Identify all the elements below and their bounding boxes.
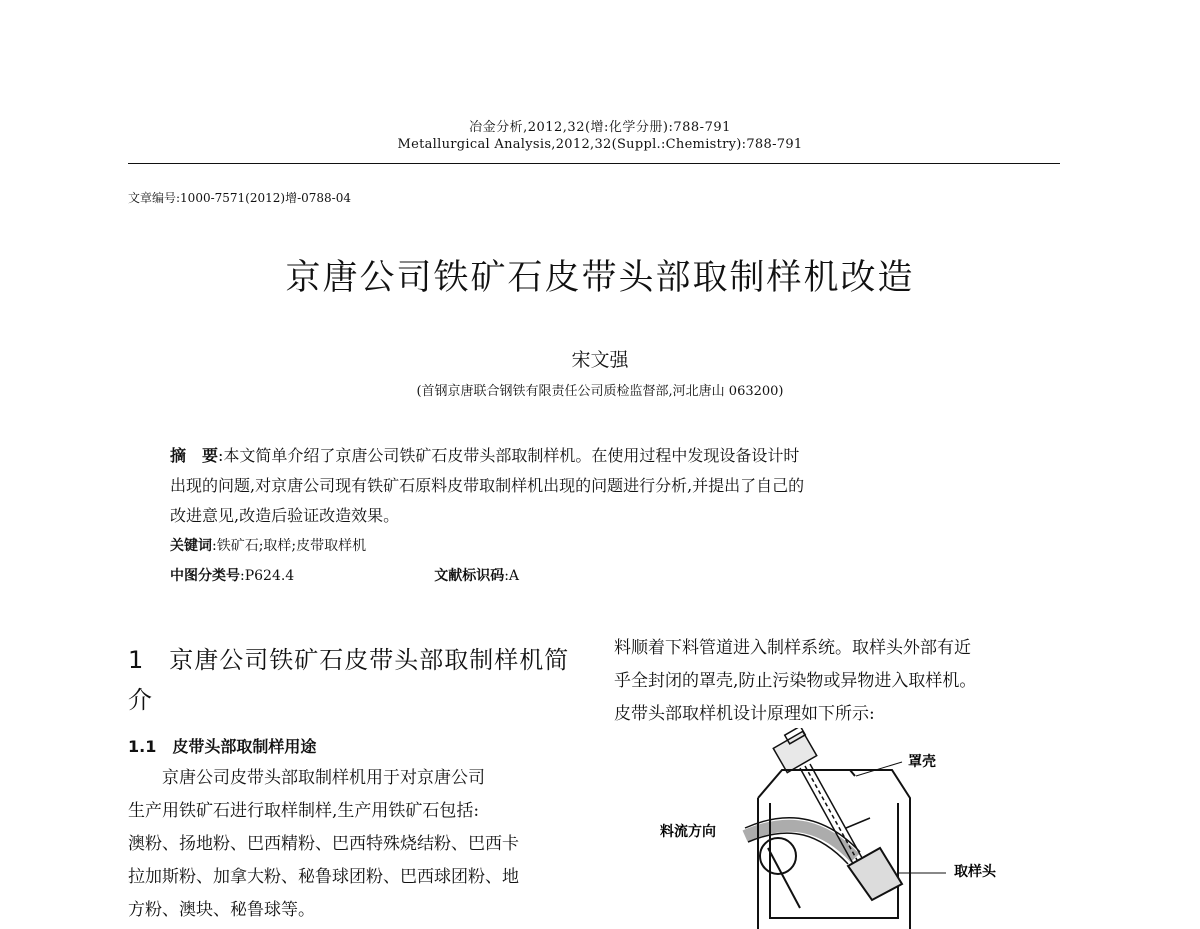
paragraph-line: 拉加斯粉、加拿大粉、秘鲁球团粉、巴西球团粉、地 <box>128 867 519 887</box>
journal-citation-cn: 冶金分析,2012,32(增:化学分册):788-791 <box>469 120 731 135</box>
abstract-line: 改进意见,改造后验证改造效果。 <box>170 506 400 525</box>
paragraph-line: 乎全封闭的罩壳,防止污染物或异物进入取样机。 <box>614 671 977 691</box>
journal-citation-en: Metallurgical Analysis,2012,32(Suppl.:Chemistry):788-791 <box>397 137 803 152</box>
keywords-value: :铁矿石;取样;皮带取样机 <box>212 538 367 554</box>
label-sampling-head: 取样头 <box>954 864 996 880</box>
sampler-diagram <box>650 728 1050 929</box>
abstract-line: 出现的问题,对京唐公司现有铁矿石原料皮带取制样机出现的问题进行分析,并提出了自己的 <box>170 476 805 495</box>
paragraph-line: 生产用铁矿石进行取样制样,生产用铁矿石包括: <box>128 801 480 821</box>
classification-line <box>170 561 1050 591</box>
paragraph-line: 皮带头部取样机设计原理如下所示: <box>614 704 875 724</box>
keywords-line <box>170 531 1050 561</box>
section-1-1-paragraph <box>128 762 578 927</box>
abstract-block <box>170 441 1050 591</box>
motor-icon <box>773 728 816 773</box>
right-column-text <box>614 632 1074 731</box>
paper-title: 京唐公司铁矿石皮带头部取制样机改造 <box>285 258 915 298</box>
abstract-label: 摘 要 <box>170 446 219 465</box>
paragraph-line: 方粉、澳块、秘鲁球等。 <box>128 900 315 920</box>
affiliation: (首钢京唐联合钢铁有限责任公司质检监督部,河北唐山 063200) <box>416 384 784 399</box>
paragraph-line: 京唐公司皮带头部取制样机用于对京唐公司 <box>128 768 485 788</box>
classification-label: 中图分类号 <box>170 568 240 584</box>
paragraph-line: 料顺着下料管道进入制样系统。取样头外部有近 <box>614 638 971 658</box>
header-rule <box>128 163 1060 164</box>
doc-code-value: :A <box>504 568 520 584</box>
subsection-1-1-title: 1.1 皮带头部取制样用途 <box>128 737 317 756</box>
classification-value: :P624.4 <box>240 568 295 584</box>
section-1-title: 1 京唐公司铁矿石皮带头部取制样机简介 <box>128 646 570 714</box>
doc-code-label: 文献标识码 <box>434 568 505 584</box>
article-number: 文章编号:1000-7571(2012)增-0788-04 <box>128 191 351 205</box>
author: 宋文强 <box>571 349 629 371</box>
cover-housing <box>758 770 910 929</box>
abstract-line: 摘 要:本文简单介绍了京唐公司铁矿石皮带头部取制样机。在使用过程中发现设备设计时 <box>170 446 800 465</box>
keywords-label: 关键词 <box>170 538 212 554</box>
label-cover: 罩壳 <box>908 754 936 770</box>
label-flow-direction: 料流方向 <box>660 824 716 840</box>
paragraph-line: 澳粉、扬地粉、巴西精粉、巴西特殊烧结粉、巴西卡 <box>128 834 519 854</box>
material-flow-arc <box>745 826 855 858</box>
